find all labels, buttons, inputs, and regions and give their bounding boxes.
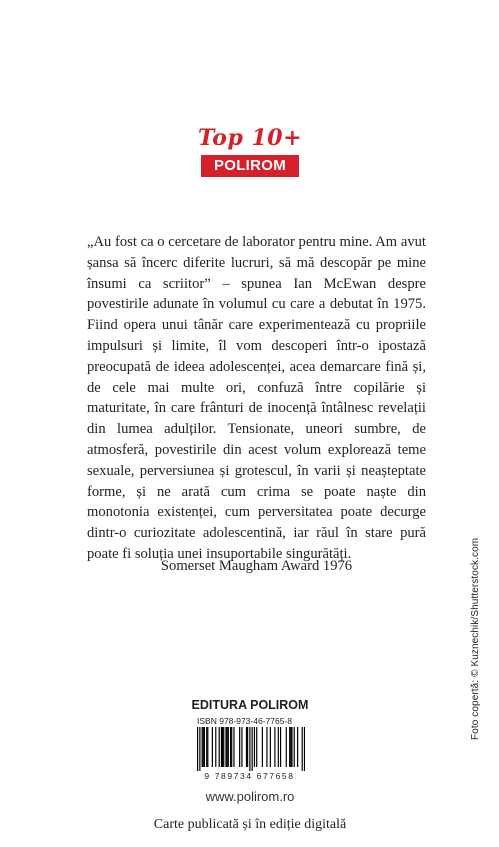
barcode-bar: [203, 727, 204, 767]
barcode-bar: [223, 727, 224, 767]
barcode-bar: [274, 727, 275, 767]
barcode-bar: [239, 727, 240, 767]
barcode-bar: [241, 727, 242, 767]
barcode-bar: [202, 727, 203, 767]
barcode-bar: [270, 727, 271, 767]
back-cover-blurb: [87, 232, 426, 565]
barcode-bar: [294, 727, 295, 767]
barcode-bar: [278, 727, 279, 767]
barcode-bar: [286, 727, 287, 767]
barcode-bar: [256, 727, 257, 767]
barcode-bar: [291, 727, 292, 767]
barcode-bar: [227, 727, 228, 767]
barcode-bar: [230, 727, 231, 767]
barcode-bar: [233, 727, 234, 767]
barcode-bar: [228, 727, 229, 767]
barcode-bar: [246, 727, 247, 767]
barcode-bar: [304, 727, 305, 771]
award-line: Somerset Maugham Award 1976: [160, 558, 353, 574]
photo-credit: Foto copertă: © Kuznechik/Shutterstock.com: [470, 537, 481, 740]
barcode-bar: [254, 727, 255, 767]
publisher-website: www.polirom.ro: [205, 789, 295, 804]
series-logo: [190, 125, 310, 177]
barcode-bar: [225, 727, 226, 767]
barcode-bar: [212, 727, 213, 767]
barcode-bar: [290, 727, 291, 767]
barcode-bar: [262, 727, 263, 767]
isbn-label: ISBN 978-973-46-7765-8: [197, 716, 292, 726]
barcode-bar: [206, 727, 207, 767]
barcode-bar: [280, 727, 281, 767]
barcode-bar: [199, 727, 200, 771]
barcode-bar: [266, 727, 267, 767]
barcode-bar: [215, 727, 216, 767]
publisher-badge: POLIROM: [201, 155, 299, 177]
publisher-imprint: EDITURA POLIROM: [191, 698, 309, 712]
barcode-bar: [222, 727, 223, 767]
barcode-bar: [252, 727, 253, 771]
barcode-bar: [204, 727, 205, 767]
isbn-barcode: [197, 727, 305, 771]
barcode-bar: [297, 727, 298, 767]
barcode-bar: [207, 727, 208, 767]
barcode-bar: [302, 727, 303, 771]
barcode-digits: 9 789734 677658: [204, 771, 295, 781]
barcode-bar: [197, 727, 198, 771]
barcode-bar: [219, 727, 220, 767]
barcode-bar: [289, 727, 290, 767]
barcode-bar: [221, 727, 222, 767]
barcode-bar: [249, 727, 250, 771]
barcode-bar: [247, 727, 248, 767]
blurb-text: „Au fost ca o cercetare de laborator pentru mine. Am avut șansa să încerc diferite lucruri, să mă descopăr pe mine însumi ca scriitor” – spunea Ian McEwan despre povestirile adunate în volumul cu care a debutat în 1975. Fiind opera unui tânăr care experimentează cu propriile impulsuri și limite, îl vom descoperi într-o ipostază preocupată de ideea adolescenței, acea demarcare fină și, de cele mai multe ori, confuză între copilărie și maturitate, în care frânturi de inocență întâlnesc revelații din lumea adulților. Tensionate, uneori sumbre, de atmosferă, povestirile din acest volum explorează teme sexuale, perversiunea și grotescul, în varii și neașteptate forme, și ne arată cum crima se poate naște din monotonia existenței, cum perversitatea poate decurge dintr-o curiozitate adolescentină, iar răul în stare pură poate fi soluția unei insuportabile singurătăți.: [87, 234, 426, 562]
series-label: Top 10+: [197, 125, 303, 151]
digital-edition-note: Carte publicată și în ediție digitală: [153, 817, 347, 832]
barcode-bar: [231, 727, 232, 767]
